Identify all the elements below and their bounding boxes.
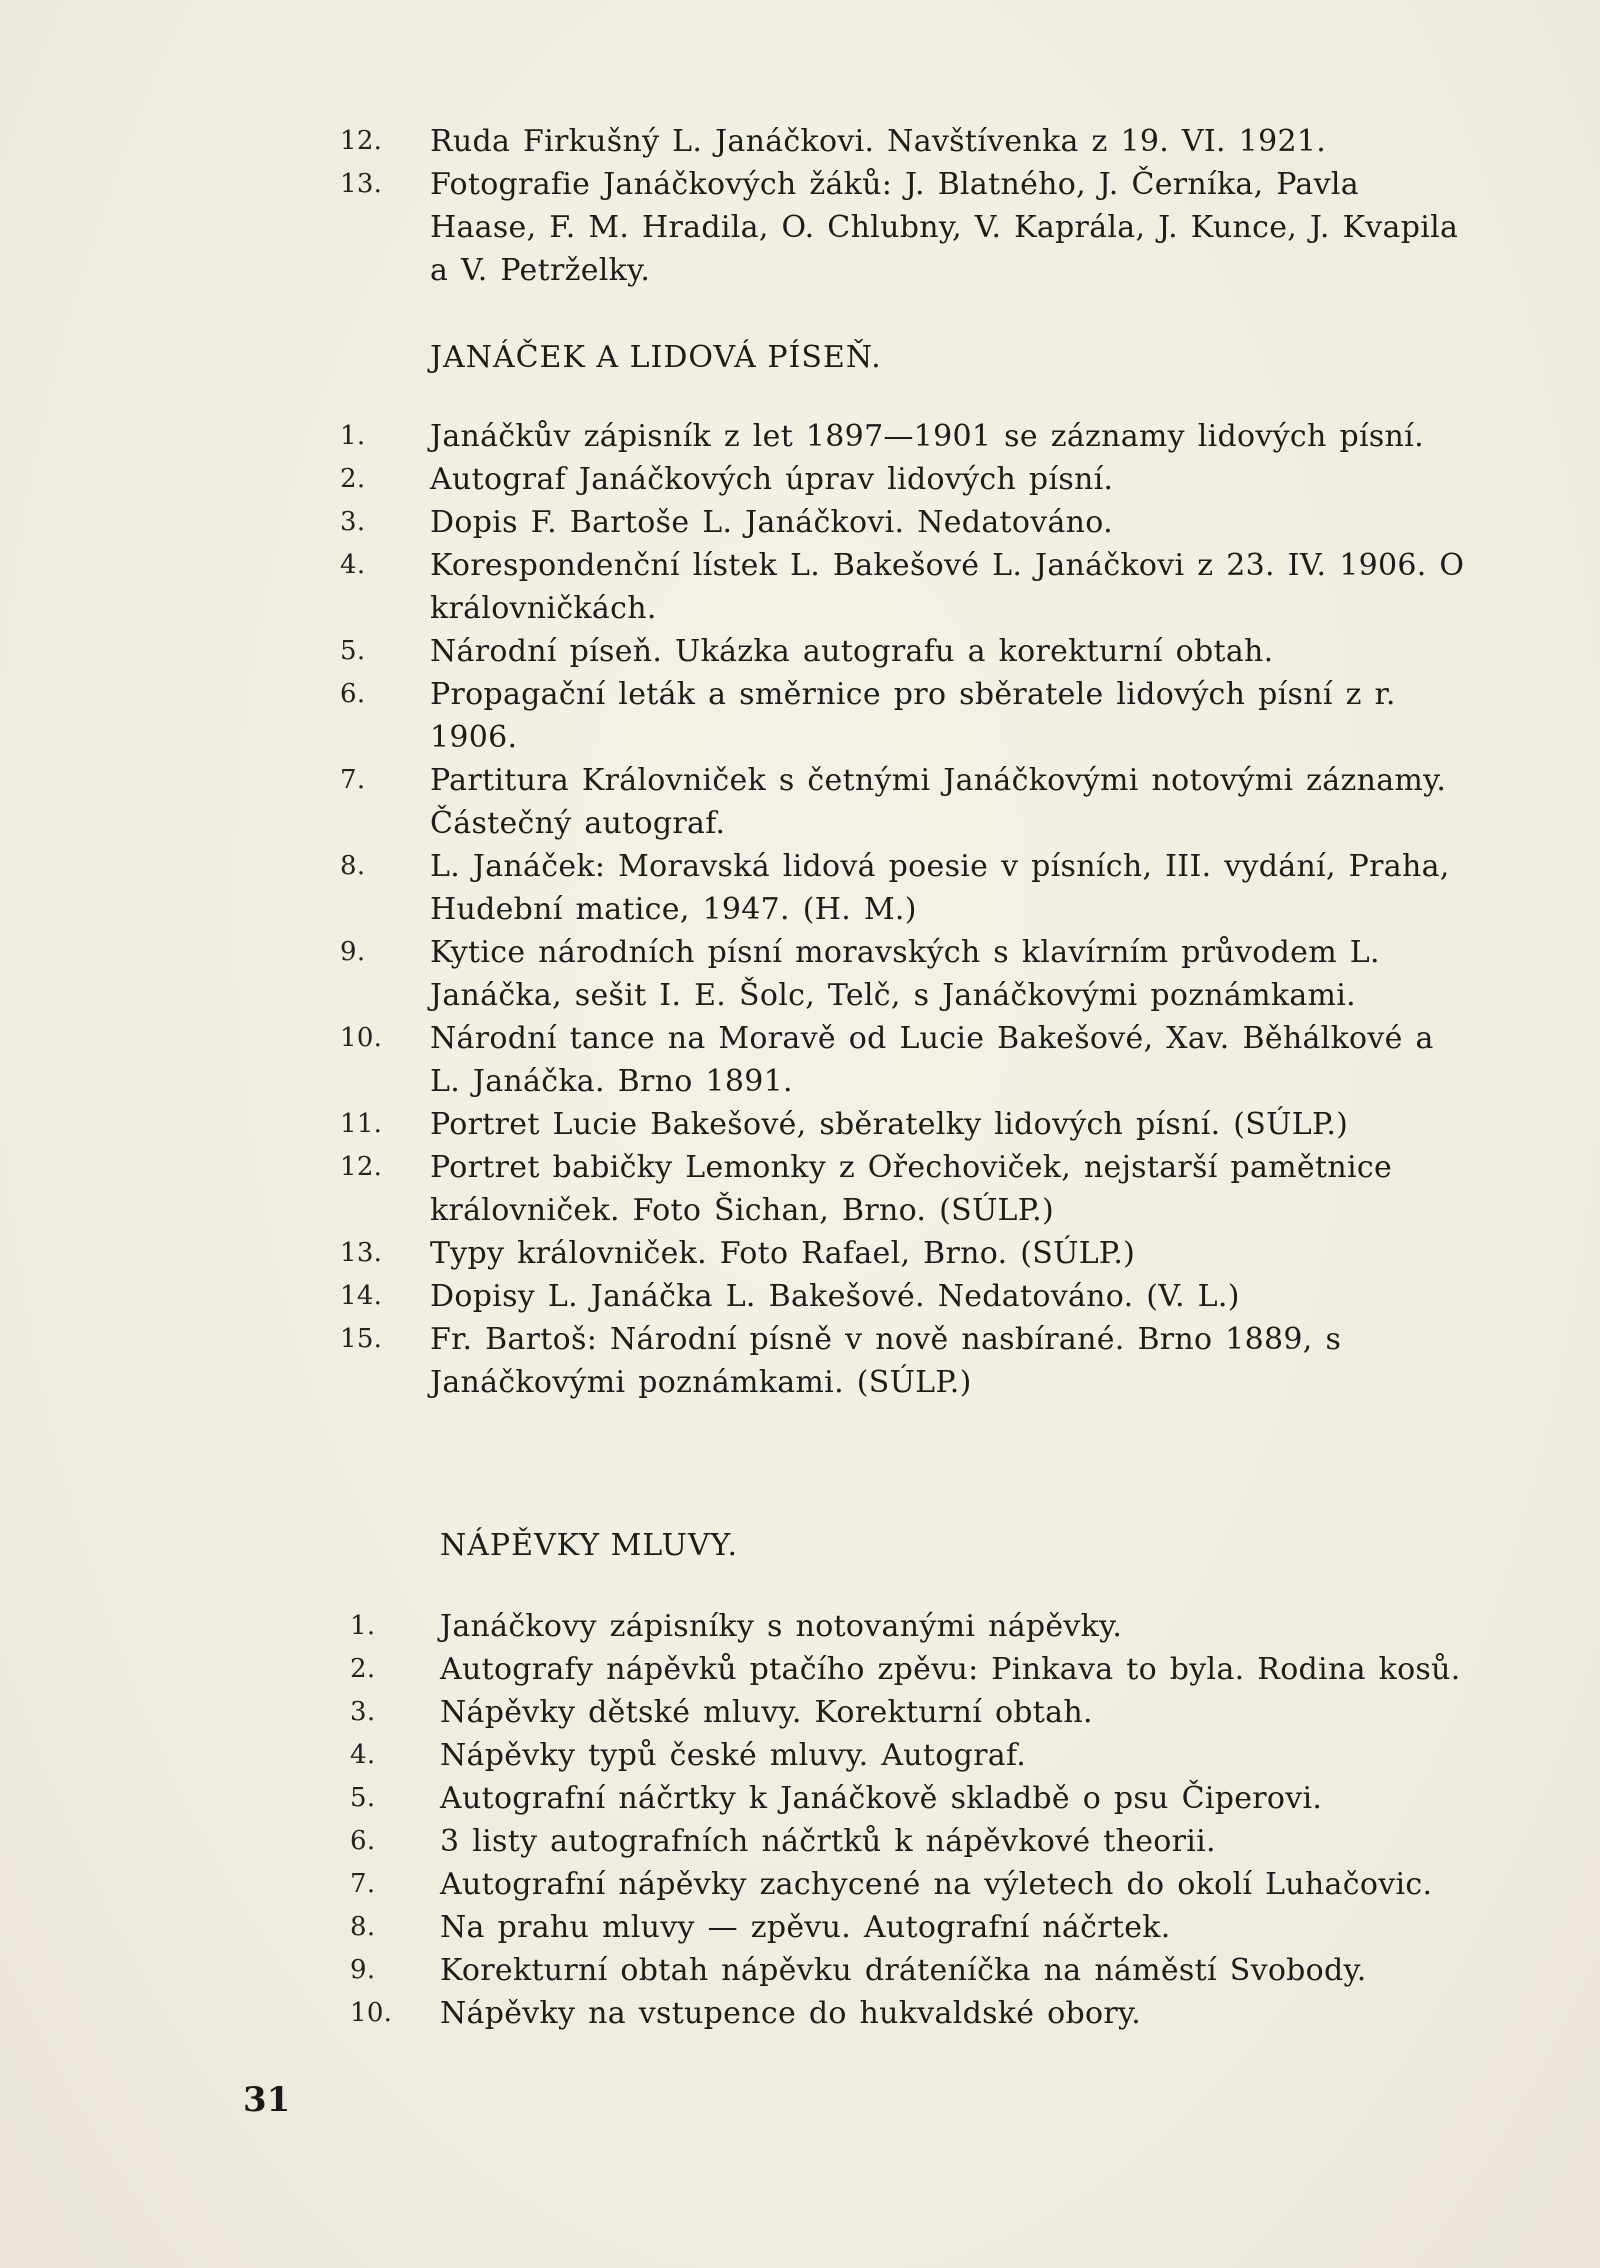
item-number: 7. [350,1869,376,1899]
item-text: Typy královniček. Foto Rafael, Brno. (SÚLP.) [430,1236,1136,1271]
item-number: 12. [340,1152,383,1182]
item-text: Ruda Firkušný L. Janáčkovi. Navštívenka z 19. VI. 1921. [430,124,1327,159]
item-number: 8. [340,851,366,881]
section-heading-napevky-mluvy: NÁPĚVKY MLUVY. [440,1528,739,1563]
item-number: 5. [340,636,366,666]
item-number: 3. [340,507,366,537]
lidova-pisen-list [340,415,1470,1404]
item-text: Nápěvky dětské mluvy. Korekturní obtah. [440,1695,1093,1730]
item-text: L. Janáček: Moravská lidová poesie v písních, III. vydání, Praha, Hudební matice, 1947. (H. M.) [430,849,1450,927]
item-number: 5. [350,1783,376,1813]
item-text: Propagační leták a směrnice pro sběratele lidových písní z r. 1906. [430,677,1396,755]
item-number: 9. [340,937,366,967]
item-text: 3 listy autografních náčrtků k nápěvkové theorii. [440,1824,1216,1859]
item-text: Kytice národních písní moravských s klavírním průvodem L. Janáčka, sešit I. E. Šolc, Telč, s Janáčkovými poznámkami. [430,935,1380,1013]
list-item [350,1820,1480,1863]
list-item [340,1017,1470,1103]
item-text: Janáčkovy zápisníky s notovanými nápěvky. [440,1609,1123,1644]
list-item [340,501,1470,544]
item-number: 9. [350,1955,376,1985]
item-text: Partitura Královniček s četnými Janáčkovými notovými záznamy. Částečný autograf. [430,763,1447,841]
item-number: 6. [350,1826,376,1856]
list-item [350,1777,1480,1820]
item-number: 4. [340,550,366,580]
list-item [340,120,1470,163]
item-number: 1. [350,1611,376,1641]
item-text: Autografní náčrtky k Janáčkově skladbě o psu Čiperovi. [440,1781,1323,1816]
page-number: 31 [243,2080,291,2120]
item-number: 13. [340,1238,383,1268]
item-text: Národní tance na Moravě od Lucie Bakešové, Xav. Běhálkové a L. Janáčka. Brno 1891. [430,1021,1434,1099]
item-number: 10. [350,1998,393,2028]
list-item [340,1146,1470,1232]
item-text: Dopisy L. Janáčka L. Bakešové. Nedatováno. (V. L.) [430,1279,1240,1314]
item-number: 14. [340,1281,383,1311]
item-text: Autograf Janáčkových úprav lidových písní. [430,462,1114,497]
list-item [340,931,1470,1017]
list-item [350,1605,1480,1648]
item-number: 8. [350,1912,376,1942]
item-text: Portret babičky Lemonky z Ořechoviček, nejstarší pamětnice královniček. Foto Šichan, Brno. (SÚLP.) [430,1150,1393,1228]
item-number: 1. [340,421,366,451]
list-item [340,1103,1470,1146]
napevky-mluvy-list [350,1605,1480,2035]
item-text: Korekturní obtah nápěvku dráteníčka na náměstí Svobody. [440,1953,1367,1988]
list-item [340,673,1470,759]
item-text: Autografy nápěvků ptačího zpěvu: Pinkava to byla. Rodina kosů. [440,1652,1461,1687]
list-item [350,1949,1480,1992]
list-item [350,1734,1480,1777]
list-item [340,163,1470,292]
item-number: 2. [350,1654,376,1684]
item-number: 12. [340,126,383,156]
item-number: 13. [340,169,383,199]
section-heading-lidova-pisen: JANÁČEK A LIDOVÁ PÍSEŇ. [430,340,882,375]
item-text: Autografní nápěvky zachycené na výletech do okolí Luhačovic. [440,1867,1433,1902]
item-number: 4. [350,1740,376,1770]
list-item [340,845,1470,931]
item-number: 15. [340,1324,383,1354]
list-item [340,1275,1470,1318]
item-text: Nápěvky typů české mluvy. Autograf. [440,1738,1027,1773]
item-number: 11. [340,1109,383,1139]
item-text: Na prahu mluvy — zpěvu. Autografní náčrtek. [440,1910,1171,1945]
item-number: 7. [340,765,366,795]
item-text: Národní píseň. Ukázka autografu a korekturní obtah. [430,634,1274,669]
list-item [340,759,1470,845]
list-item [350,1863,1480,1906]
list-item [350,1691,1480,1734]
list-item [340,1232,1470,1275]
item-text: Dopis F. Bartoše L. Janáčkovi. Nedatováno. [430,505,1113,540]
list-item [340,1318,1470,1404]
item-number: 10. [340,1023,383,1053]
list-item [340,415,1470,458]
list-item [350,1648,1480,1691]
item-number: 2. [340,464,366,494]
item-text: Portret Lucie Bakešové, sběratelky lidových písní. (SÚLP.) [430,1107,1349,1142]
list-item [340,458,1470,501]
item-number: 6. [340,679,366,709]
item-text: Nápěvky na vstupence do hukvaldské obory. [440,1996,1142,2031]
item-text: Korespondenční lístek L. Bakešové L. Janáčkovi z 23. IV. 1906. O královničkách. [430,548,1465,626]
list-item [350,1906,1480,1949]
continued-list [340,120,1470,292]
item-text: Fr. Bartoš: Národní písně v nově nasbírané. Brno 1889, s Janáčkovými poznámkami. (SÚLP.) [430,1322,1342,1400]
list-item [340,630,1470,673]
list-item [350,1992,1480,2035]
item-number: 3. [350,1697,376,1727]
item-text: Janáčkův zápisník z let 1897—1901 se záznamy lidových písní. [430,419,1424,454]
item-text: Fotografie Janáčkových žáků: J. Blatného, J. Černíka, Pavla Haase, F. M. Hradila, O. Chlubny, V. Kaprála, J. Kunce, J. Kvapila a V. Petrželky. [430,167,1459,288]
list-item [340,544,1470,630]
